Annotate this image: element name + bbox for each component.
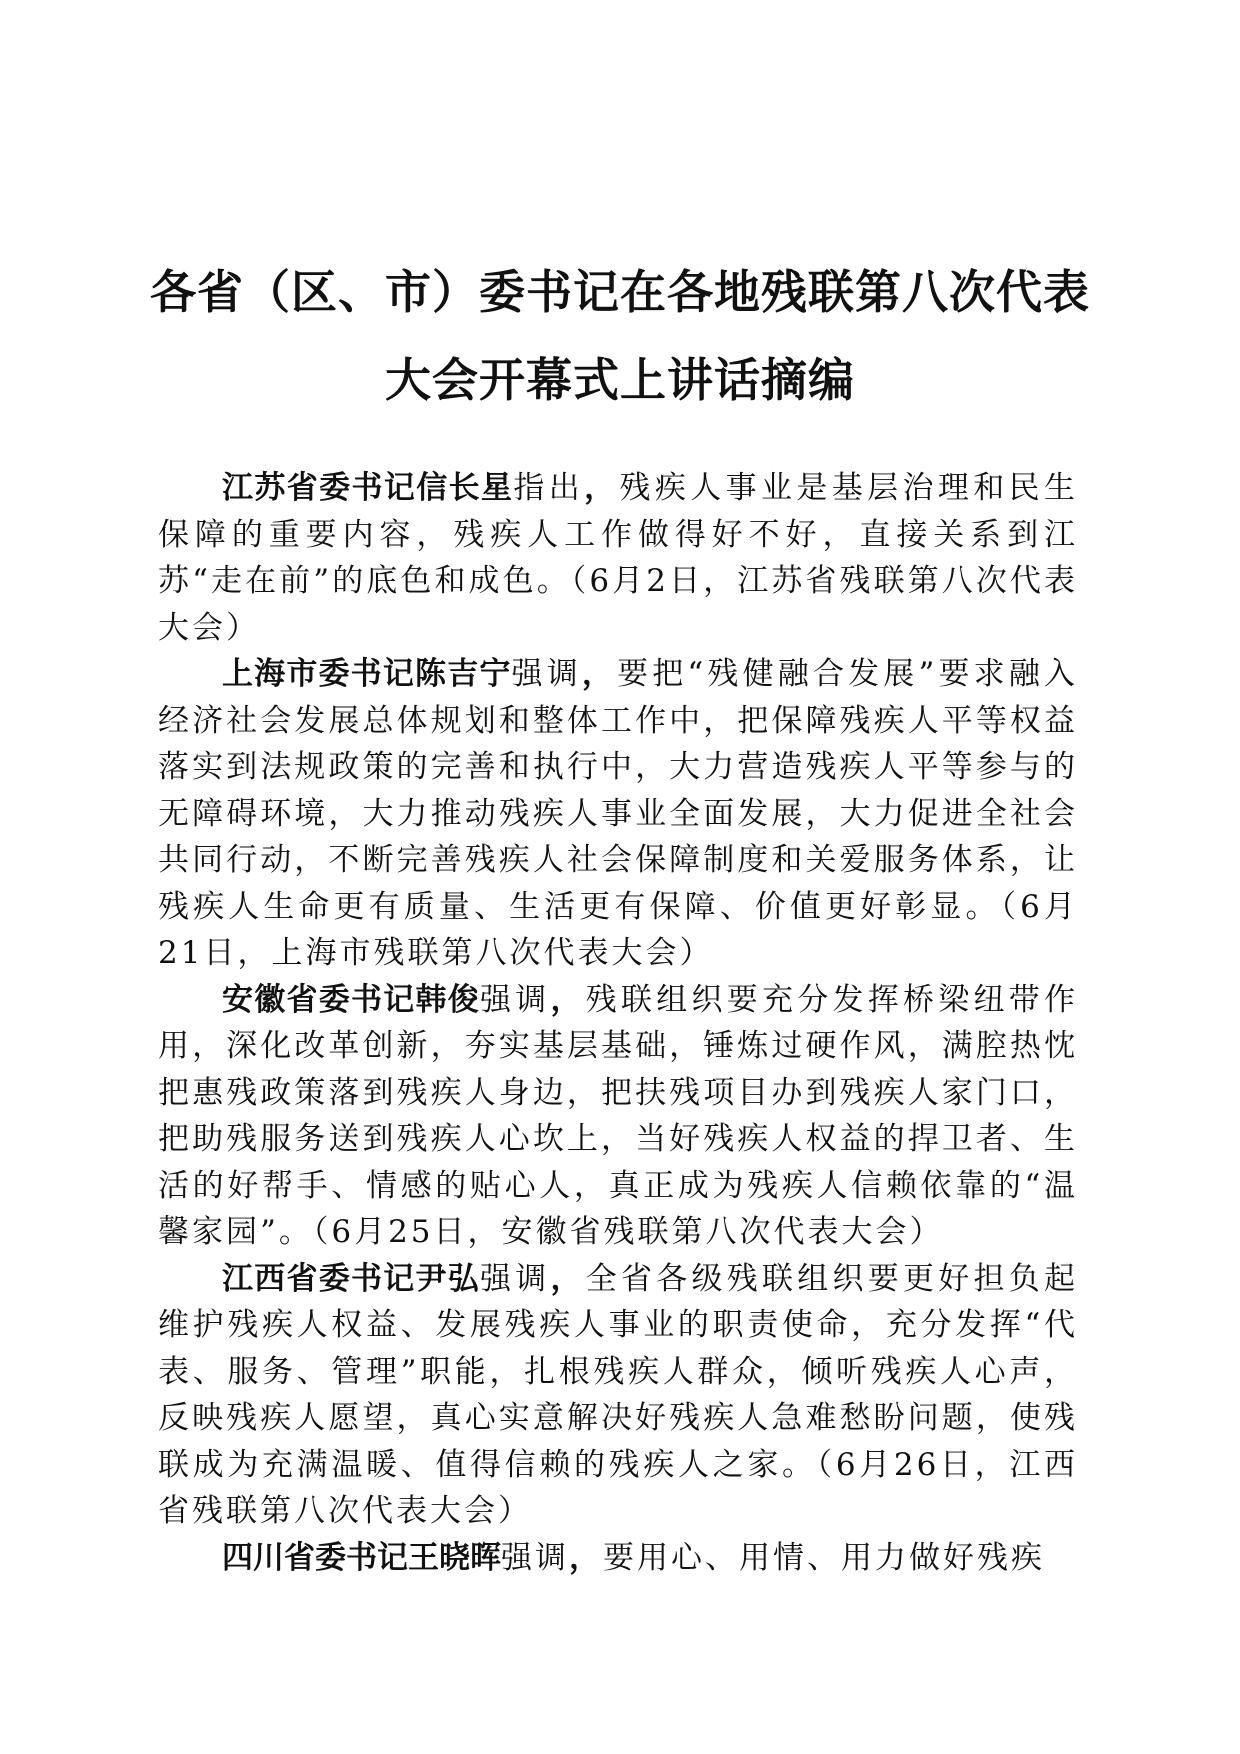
speaker-name: 四川省委书记王晓晖: [222, 1539, 501, 1576]
comma: ，: [581, 656, 618, 692]
paragraph-text: 全省各级残联组织要更好担负起维护残疾人权益、发展残疾人事业的职责使命，充分发挥“代表、服务、管理”职能，扎根残疾人群众，倾听残疾人心声，反映残疾人愿望，真心实意解决好残疾人急难愁盼问题，使残联成为充满温暖、值得信赖的残疾人之家。（6月26日，江西省残联第八次代表大会）: [158, 1260, 1078, 1529]
speaker-name: 江西省委书记尹弘: [222, 1260, 480, 1297]
comma: ，: [550, 1260, 586, 1297]
document-title: [140, 248, 1100, 424]
speaker-name: 江苏省委书记信长星: [222, 470, 514, 506]
paragraph-anhui: [158, 977, 1078, 1256]
comma: ，: [550, 981, 586, 1018]
paragraph-shanghai: [158, 651, 1078, 977]
speech-verb: 强调: [480, 981, 551, 1018]
title-line-2: 大会开幕式上讲话摘编: [385, 353, 855, 407]
paragraph-text: 残疾人事业是基层治理和民生保障的重要内容，残疾人工作做得好不好，直接关系到江苏“走在前”的底色和成色。（6月2日，江苏省残联第八次代表大会）: [158, 470, 1078, 646]
paragraph-jiangsu: [158, 465, 1078, 651]
speaker-name: 上海市委书记陈吉宁: [222, 656, 512, 692]
speech-verb: 强调: [480, 1260, 551, 1297]
speaker-name: 安徽省委书记韩俊: [222, 981, 480, 1018]
paragraph-text: 残联组织要充分发挥桥梁纽带作用，深化改革创新，夯实基层基础，锤炼过硬作风，满腔热忱把惠残政策落到残疾人身边，把扶残项目办到残疾人家门口，把助残服务送到残疾人心坎上，当好残疾人权益的捍卫者、生活的好帮手、情感的贴心人，真正成为残疾人信赖依靠的“温馨家园”。（6月25日，安徽省残联第八次代表大会）: [158, 981, 1078, 1250]
speech-verb: 强调: [501, 1539, 569, 1576]
document-body: [158, 465, 1078, 1581]
paragraph-sichuan: [158, 1535, 1078, 1582]
comma: ，: [569, 1539, 603, 1576]
paragraph-jiangxi: [158, 1256, 1078, 1535]
speech-verb: 指出: [513, 470, 585, 506]
comma: ，: [584, 470, 620, 506]
paragraph-text: 要把“残健融合发展”要求融入经济社会发展总体规划和整体工作中，把保障残疾人平等权益落实到法规政策的完善和执行中，大力营造残疾人平等参与的无障碍环境，大力推动残疾人事业全面发展，大力促进全社会共同行动，不断完善残疾人社会保障制度和关爱服务体系，让残疾人生命更有质量、生活更有保障、价值更好彰显。（6月21日，上海市残联第八次代表大会）: [158, 656, 1078, 971]
title-line-1: 各省（区、市）委书记在各地残联第八次代表: [150, 265, 1090, 319]
speech-verb: 强调: [511, 656, 582, 692]
paragraph-text: 要用心、用情、用力做好残疾: [603, 1539, 1045, 1576]
